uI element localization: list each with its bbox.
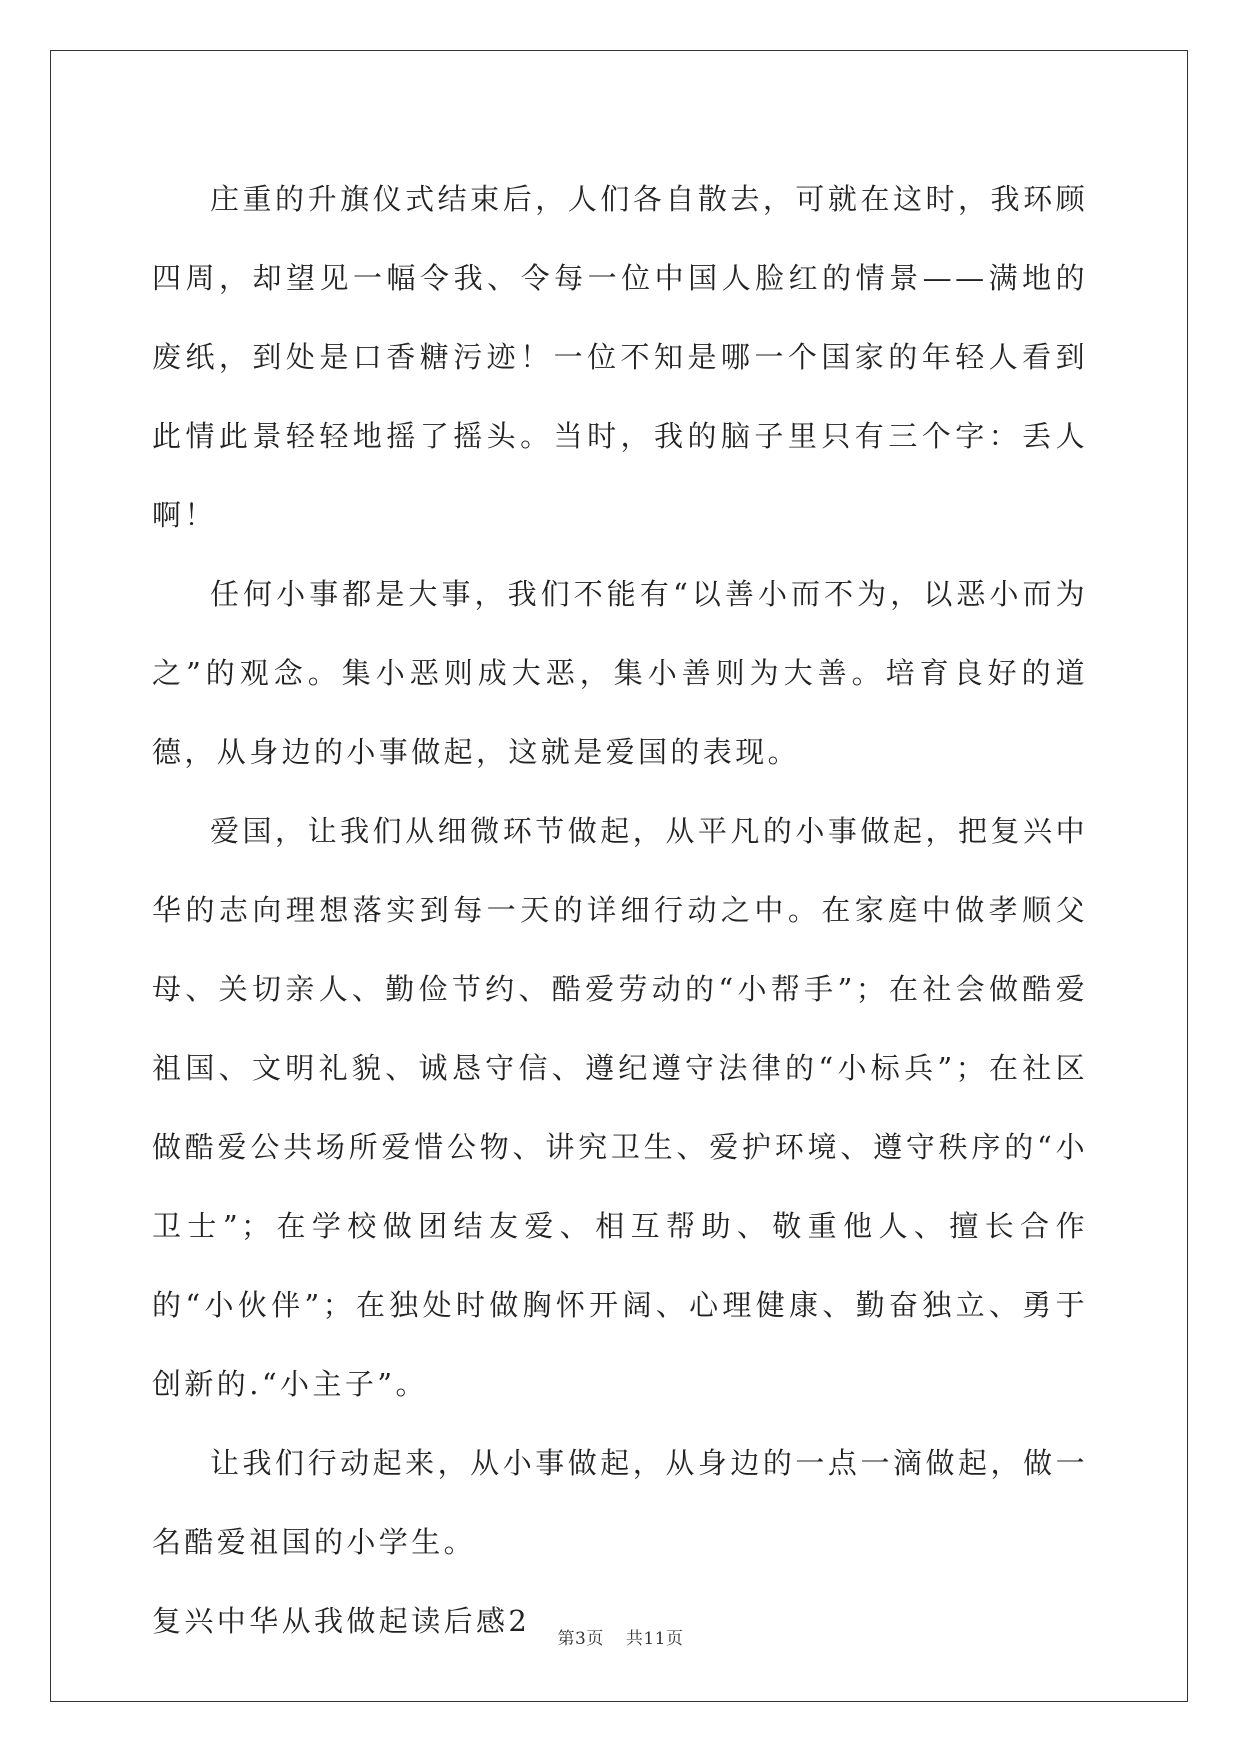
document-body [152,160,1088,1661]
paragraph: 让我们行动起来，从小事做起，从身边的一点一滴做起，做一名酷爱祖国的小学生。 [152,1446,1088,1559]
page-total: 共11页 [625,1629,684,1649]
paragraph: 任何小事都是大事，我们不能有“以善小而不为，以恶小而为之”的观念。集小恶则成大恶，集小善则为大善。培育良好的道德，从身边的小事做起，这就是爱国的表现。 [152,577,1088,769]
paragraph: 爱国，让我们从细微环节做起，从平凡的小事做起，把复兴中华的志向理想落实到每一天的详细行动之中。在家庭中做孝顺父母、关切亲人、勤俭节约、酷爱劳动的“小帮手”；在社会做酷爱祖国、文明礼貌、诚恳守信、遵纪遵守法律的“小标兵”；在社区做酷爱公共场所爱惜公物、讲究卫生、爱护环境、遵守秩序的“小卫士”；在学校做团结友爱、相互帮助、敬重他人、擅长合作的“小伙伴”；在独处时做胸怀开阔、心理健康、勤奋独立、勇于创新的.“小主子”。 [152,814,1088,1401]
page-number: 第3页 [557,1629,604,1649]
page-footer [0,1624,1241,1649]
paragraph: 庄重的升旗仪式结束后，人们各自散去，可就在这时，我环顾四周，却望见一幅令我、令每一位中国人脸红的情景——满地的废纸，到处是口香糖污迹！一位不知是哪一个国家的年轻人看到此情此景轻轻地摇了摇头。当时，我的脑子里只有三个字：丢人啊！ [152,182,1088,532]
section-heading: 复兴中华从我做起读后感2 [152,1604,531,1638]
